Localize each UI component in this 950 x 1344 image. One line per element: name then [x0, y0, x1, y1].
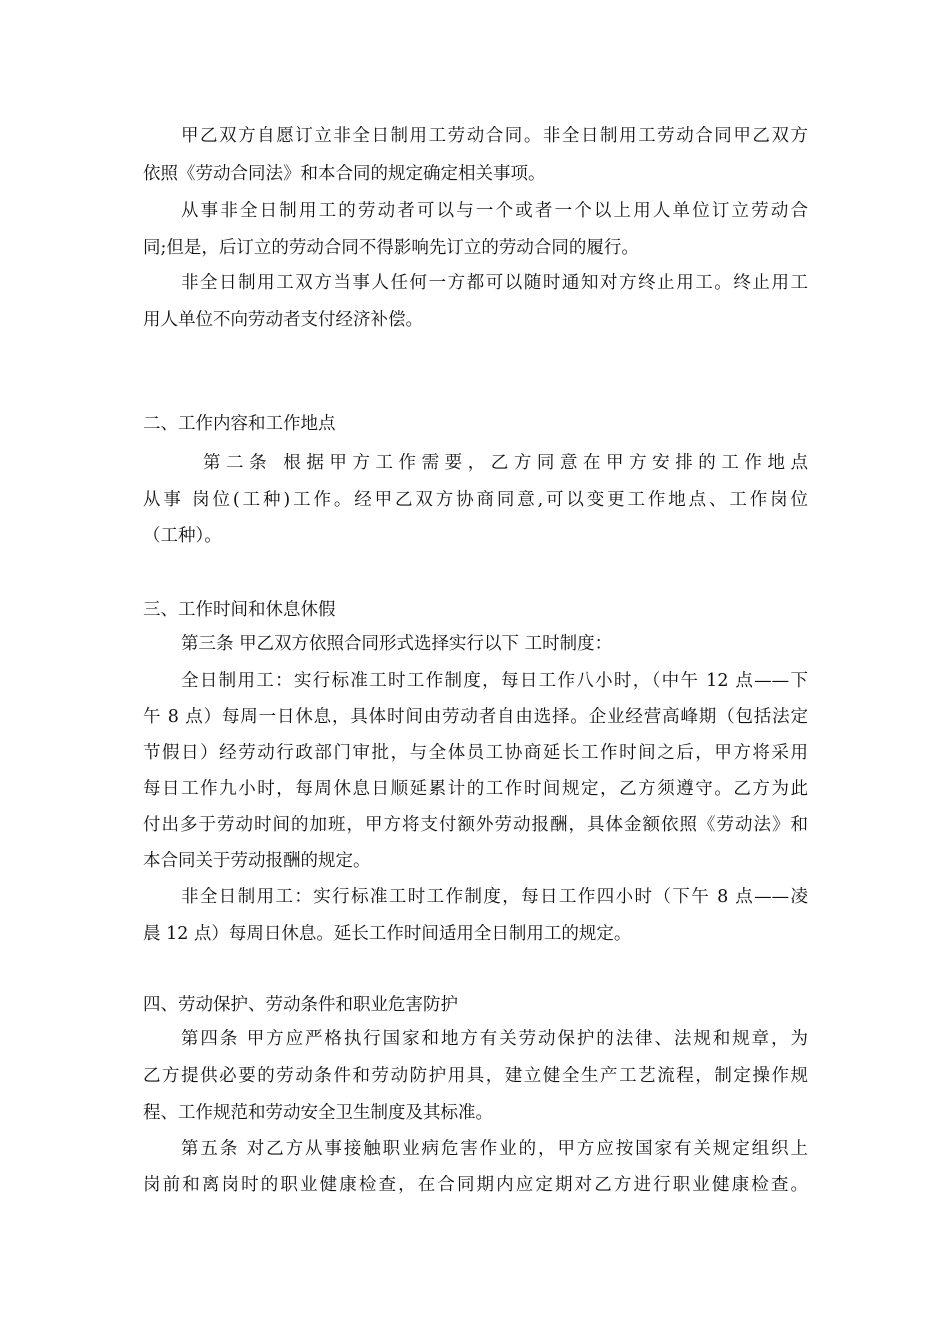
- intro-paragraph-2-line-1: 从事非全日制用工的劳动者可以与一个或者一个以上用人单位订立劳动合: [181, 201, 808, 221]
- full-time-line-4: 每日工作九小时，每周休息日顺延累计的工作时间规定，乙方须遵守。乙方为此: [143, 779, 808, 799]
- full-time-line-1: 全日制用工：实行标准工时工作制度，每日工作八小时，（中午 12 点——下: [181, 671, 808, 691]
- full-time-line-5: 付出多于劳动时间的加班，甲方将支付额外劳动报酬，具体金额依照《劳动法》和: [143, 815, 808, 835]
- article-2-line-1: 第二条 根据甲方工作需要，乙方同意在甲方安排的工作地点: [203, 453, 808, 473]
- intro-paragraph-1-line-2: 依照《劳动合同法》和本合同的规定确定相关事项。: [143, 164, 546, 184]
- article-5-line-1: 第五条 对乙方从事接触职业病危害作业的，甲方应按国家有关规定组织上: [181, 1139, 808, 1159]
- part-time-line-1: 非全日制用工：实行标准工时工作制度，每日工作四小时（下午 8 点——凌: [181, 887, 808, 907]
- article-2-line-3: （工种）。: [143, 526, 222, 546]
- part-time-line-2: 晨 12 点）每周日休息。延长工作时间适用全日制用工的规定。: [143, 924, 632, 944]
- full-time-line-2: 午 8 点）每周一日休息，具体时间由劳动者自由选择。企业经营高峰期（包括法定: [143, 707, 808, 727]
- article-5-line-2: 岗前和离岗时的职业健康检查，在合同期内应定期对乙方进行职业健康检查。: [143, 1175, 808, 1195]
- article-2-line-2: 从事 岗位(工种)工作。经甲乙双方协商同意,可以变更工作地点、工作岗位: [143, 490, 808, 510]
- article-4-line-2: 乙方提供必要的劳动条件和劳动防护用具，建立健全生产工艺流程，制定操作规: [143, 1066, 808, 1086]
- section-4-heading: 四、劳动保护、劳动条件和职业危害防护: [143, 995, 458, 1015]
- full-time-line-3: 节假日）经劳动行政部门审批，与全体员工协商延长工作时间之后，甲方将采用: [143, 743, 808, 763]
- intro-paragraph-3-line-2: 用人单位不向劳动者支付经济补偿。: [143, 310, 423, 330]
- intro-paragraph-1-line-1: 甲乙双方自愿订立非全日制用工劳动合同。非全日制用工劳动合同甲乙双方: [181, 126, 808, 146]
- intro-paragraph-2-line-2: 同;但是，后订立的劳动合同不得影响先订立的劳动合同的履行。: [143, 238, 639, 258]
- full-time-line-6: 本合同关于劳动报酬的规定。: [143, 851, 371, 871]
- section-2-heading: 二、工作内容和工作地点: [143, 414, 336, 434]
- article-3: 第三条 甲乙双方依照合同形式选择实行以下 工时制度：: [181, 634, 613, 654]
- section-3-heading: 三、工作时间和休息休假: [143, 600, 336, 620]
- intro-paragraph-3-line-1: 非全日制用工双方当事人任何一方都可以随时通知对方终止用工。终止用工: [181, 273, 808, 293]
- article-4-line-1: 第四条 甲方应严格执行国家和地方有关劳动保护的法律、法规和规章，为: [181, 1029, 808, 1049]
- article-4-line-3: 程、工作规范和劳动安全卫生制度及其标准。: [143, 1103, 493, 1123]
